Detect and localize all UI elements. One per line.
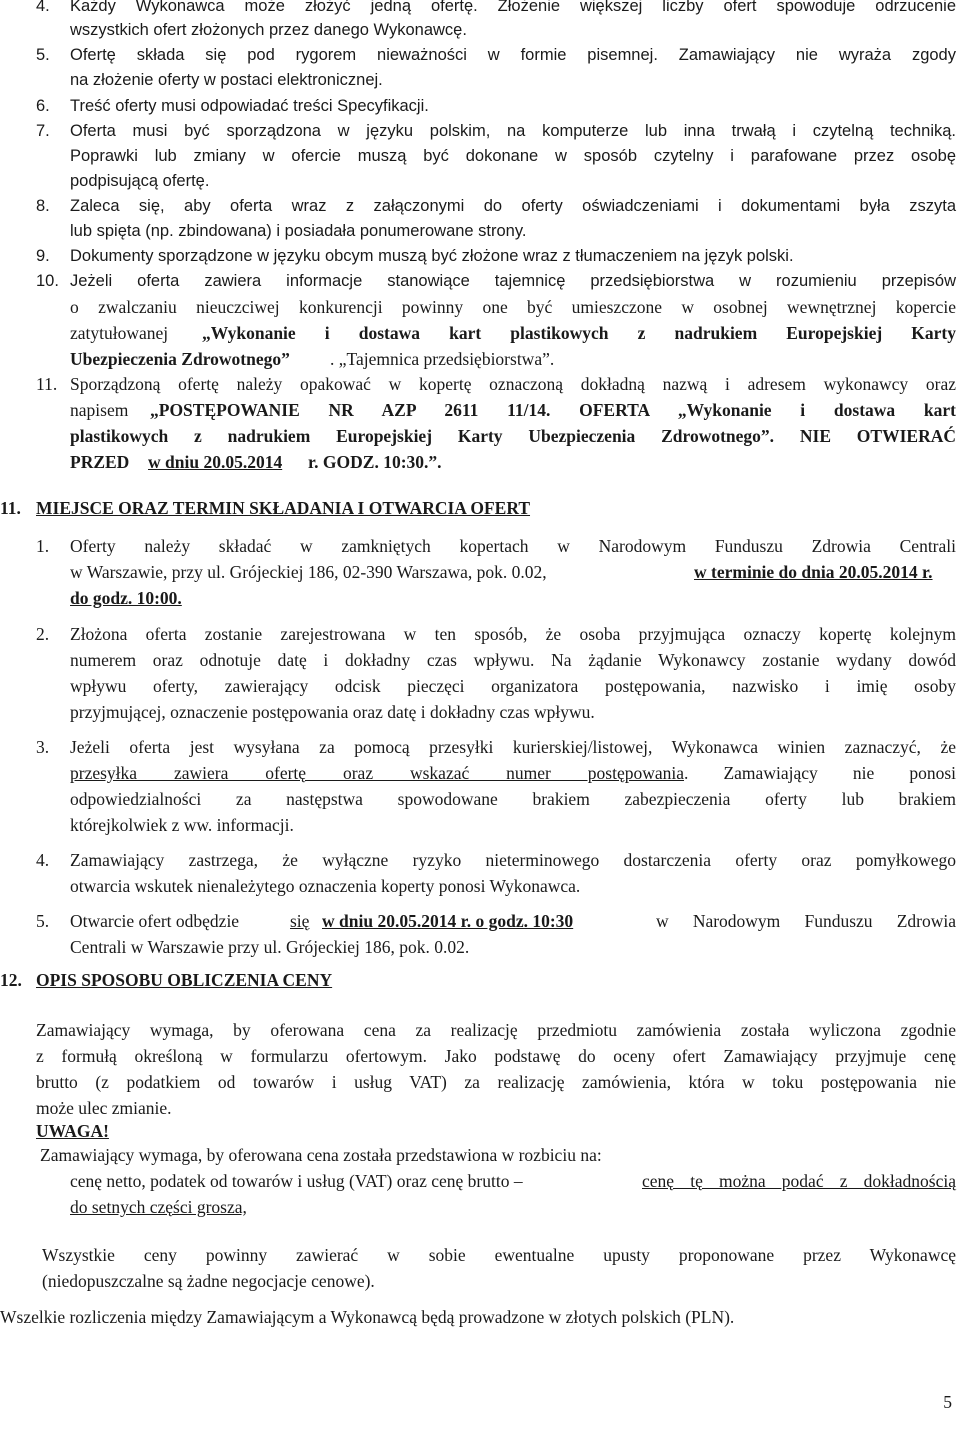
item-number: 7.: [36, 122, 50, 140]
paragraph-text: z formułą określoną w formularzu ofertowym. Jako podstawę do oceny ofert Zamawiający przyjmuje cenę: [36, 1046, 956, 1066]
item-text: numerem oraz odnotuje datę i dokładny czas wpływu. Na żądanie Wykonawcy zostanie wydany dowód: [70, 650, 956, 670]
item-text: Oferty należy składać w zamkniętych kopertach w Narodowym Funduszu Zdrowia Centrali: [70, 536, 956, 556]
item-text: . „Tajemnica przedsiębiorstwa”.: [330, 349, 555, 369]
item-text: otwarcia wskutek nienależytego oznaczenia koperty ponosi Wykonawca.: [70, 876, 581, 896]
item-text: o zwalczaniu nieuczciwej konkurencji powinny one być umieszczone w osobnej wewnętrznej kopercie: [70, 297, 956, 317]
paragraph-text: Zamawiający wymaga, by oferowana cena za realizację przedmiotu zamówienia została wyliczona zgodnie: [36, 1020, 956, 1040]
item-text: Oferta musi być sporządzona w języku polskim, na komputerze lub inna trwałą i czytelną techniką.: [70, 122, 956, 140]
deadline-underlined: do godz. 10:00.: [70, 588, 182, 608]
item-text: Każdy Wykonawca może złożyć jedną ofertę. Złożenie większej liczby ofert spowoduje odrzucenie: [70, 0, 956, 15]
paragraph-text: może ulec zmianie.: [36, 1098, 172, 1118]
item-number: 11.: [36, 374, 58, 394]
item-number: 9.: [36, 247, 50, 265]
item-text: Jeżeli oferta jest wysyłana za pomocą przesyłki kurierskiej/listowej, Wykonawca winien zaznaczyć, że: [70, 737, 956, 757]
item-text: w Warszawie, przy ul. Grójeckiej 186, 02-390 Warszawa, pok. 0.02,: [70, 562, 547, 582]
item-text: wszystkich ofert złożonych przez danego Wykonawcę.: [70, 21, 467, 39]
paragraph-text: Zamawiający wymaga, by oferowana cena została przedstawiona w rozbiciu na:: [40, 1145, 602, 1165]
item-text: przyjmującej, oznaczenie postępowania oraz datę i dokładny czas wpływu.: [70, 702, 595, 722]
deadline-underlined: w terminie do dnia 20.05.2014 r.: [694, 562, 933, 582]
item-text-bold: plastikowych z nadrukiem Europejskiej Karty Ubezpieczenia Zdrowotnego”. NIE OTWIERAĆ: [70, 426, 956, 446]
page-number: 5: [943, 1392, 952, 1412]
item-text: Jeżeli oferta zawiera informacje stanowiące tajemnicę przedsiębiorstwa w rozumieniu przepisów: [70, 272, 956, 290]
item-text-bold: Ubezpieczenia Zdrowotnego”: [70, 349, 290, 369]
item-text: . Zamawiający nie ponosi: [684, 763, 956, 783]
item-text: Poprawki lub zmiany w ofercie muszą być dokonane w sposób czytelny i parafowane przez osobę: [70, 147, 956, 165]
paragraph-text: Wszystkie ceny powinny zawierać w sobie ewentualne upusty proponowane przez Wykonawcę: [42, 1245, 956, 1265]
item-text: Złożona oferta zostanie zarejestrowana w ten sposób, że osoba przyjmująca oznaczy kopertę kolejnym: [70, 624, 956, 644]
paragraph-text: brutto (z podatkiem od towarów i usług VAT) za realizację zamówienia, która w toku postępowania nie: [36, 1072, 956, 1092]
item-text: Zaleca się, aby oferta wraz z załączonymi do oferty oświadczeniami i dokumentami była zszyta: [70, 197, 956, 215]
paragraph-text-underlined: do setnych części grosza,: [70, 1197, 247, 1217]
item-text: na złożenie oferty w postaci elektronicznej.: [70, 71, 383, 89]
date-underlined: w dniu 20.05.2014: [148, 452, 283, 472]
item-text: Dokumenty sporządzone w języku obcym muszą być złożone wraz z tłumaczeniem na język polski.: [70, 247, 794, 265]
item-text: napisem: [70, 400, 129, 420]
paragraph-text: cenę netto, podatek od towarów i usług (VAT) oraz cenę brutto –: [70, 1171, 523, 1191]
item-number: 8.: [36, 197, 50, 215]
item-text-bold: r. GODZ. 10:30.”.: [308, 452, 442, 472]
item-text: zatytułowanej: [70, 323, 169, 343]
item-number: 4.: [36, 850, 50, 870]
item-text: lub spięta (np. zbindowana) i posiadała ponumerowane strony.: [70, 222, 527, 240]
item-text-underlined: się: [290, 911, 310, 931]
paragraph-text: Wszelkie rozliczenia między Zamawiającym a Wykonawcą będą prowadzone w złotych polskich (PLN).: [0, 1307, 735, 1327]
item-text-underlined: przesyłka zawiera ofertę oraz wskazać numer postępowania: [70, 763, 684, 783]
item-text: Sporządzoną ofertę należy opakować w kopertę oznaczoną dokładną nazwą i adresem wykonawcy oraz: [70, 374, 956, 394]
item-text: w Narodowym Funduszu Zdrowia: [656, 911, 956, 931]
item-text: którejkolwiek z ww. informacji.: [70, 815, 294, 835]
paragraph-text: (niedopuszczalne są żadne negocjacje cenowe).: [42, 1271, 375, 1291]
item-text: Ofertę składa się pod rygorem nieważności w formie pisemnej. Zamawiający nie wyraża zgody: [70, 46, 956, 64]
item-number: 5.: [36, 46, 50, 64]
item-number: 1.: [36, 536, 50, 556]
item-number: 2.: [36, 624, 50, 644]
paragraph-text-underlined: cenę tę można podać z dokładnością: [642, 1171, 956, 1191]
section-title: MIEJSCE ORAZ TERMIN SKŁADANIA I OTWARCIA OFERT: [36, 498, 531, 518]
item-number: 5.: [36, 911, 50, 931]
item-text: podpisującą ofertę.: [70, 172, 210, 190]
item-text: Treść oferty musi odpowiadać treści Specyfikacji.: [70, 97, 429, 115]
item-number: 3.: [36, 737, 50, 757]
item-text: odpowiedzialności za następstwa spowodowane brakiem zabezpieczenia oferty lub brakiem: [70, 789, 956, 809]
item-text-bold: „Wykonanie i dostawa kart plastikowych z nadrukiem Europejskiej Karty: [202, 323, 956, 343]
item-text: Otwarcie ofert odbędzie: [70, 911, 240, 931]
item-text-bold: PRZED: [70, 452, 130, 472]
section-title: OPIS SPOSOBU OBLICZENIA CENY: [36, 970, 333, 990]
item-number: 10.: [36, 272, 59, 290]
section-number: 12.: [0, 970, 22, 990]
item-text: Centrali w Warszawie przy ul. Grójeckiej 186, pok. 0.02.: [70, 937, 470, 957]
item-text: wpływu oferty, zawierający odcisk pieczęci organizatora postępowania, nazwisko i imię osoby: [70, 676, 956, 696]
item-text: Zamawiający zastrzega, że wyłączne ryzyko nieterminowego dostarczenia oferty oraz pomyłkowego: [70, 850, 956, 870]
item-number: 6.: [36, 97, 50, 115]
section-number: 11.: [0, 498, 21, 518]
item-text-bold: „POSTĘPOWANIE NR AZP 2611 11/14. OFERTA „Wykonanie i dostawa kart: [150, 400, 956, 420]
warning-label: UWAGA!: [36, 1121, 109, 1141]
item-number: 4.: [36, 0, 50, 15]
opening-date-underlined: w dniu 20.05.2014 r. o godz. 10:30: [322, 911, 574, 931]
